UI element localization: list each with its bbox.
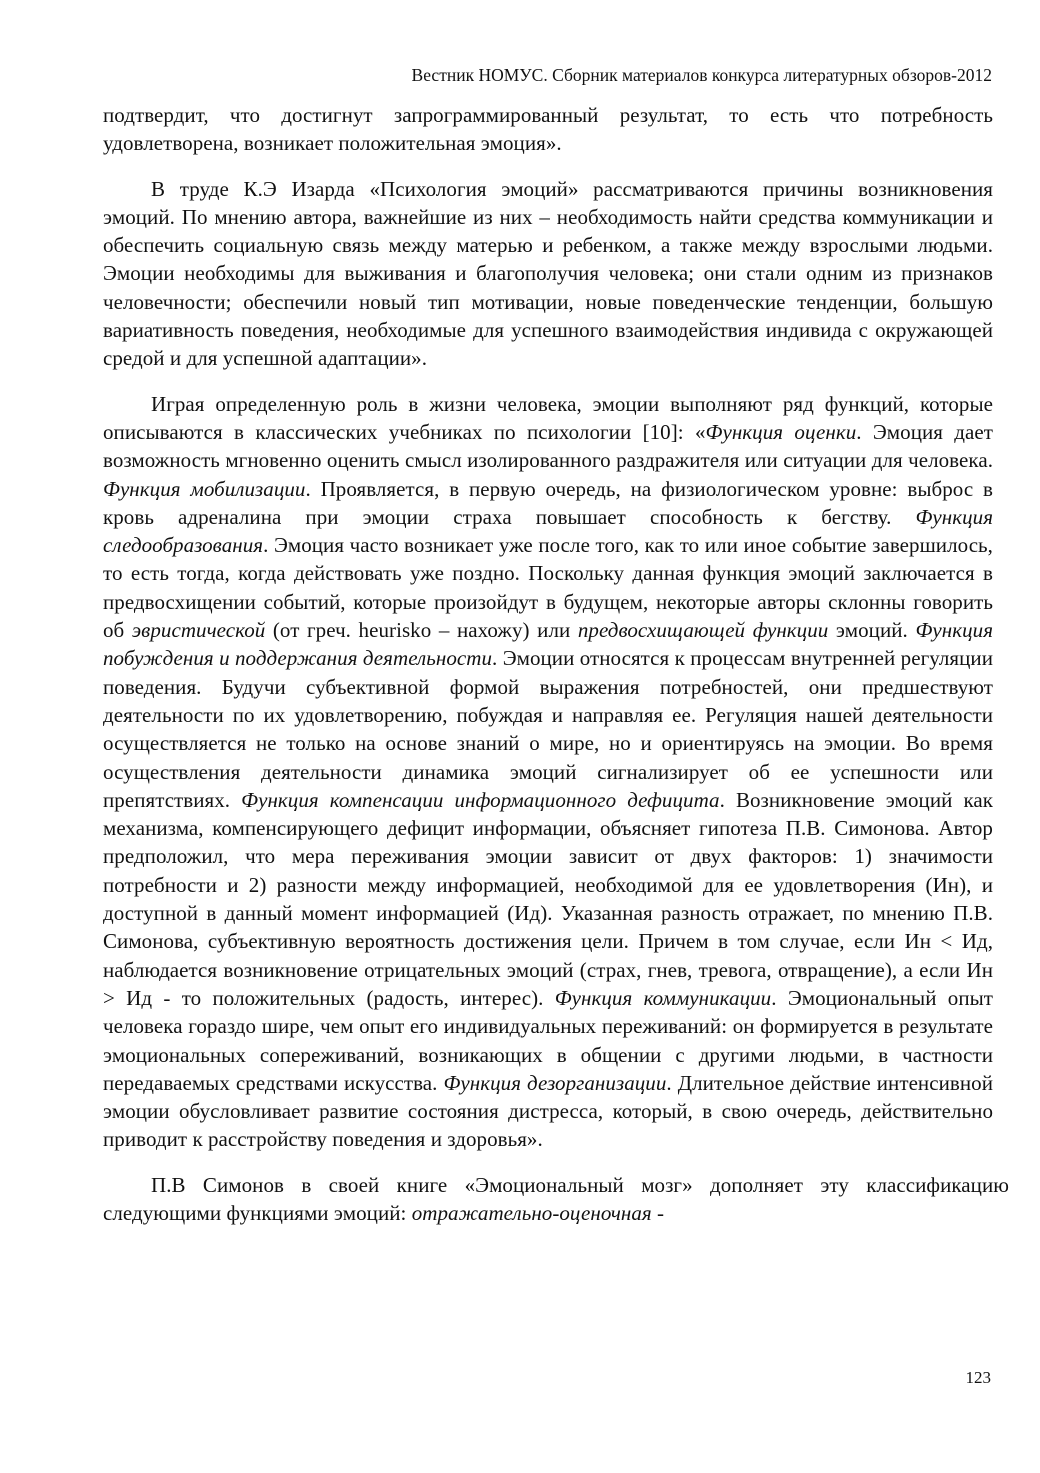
text-run: (от греч. heurisko – нахожу) или	[265, 618, 578, 643]
text-run: П.В Симонов в своей книге «Эмоциональный мозг» дополняет эту классификацию следующими функциями эмоций:	[103, 1172, 1009, 1225]
paragraph-simonov	[103, 1171, 1009, 1228]
italic-term: отражательно-оценочная	[411, 1200, 652, 1225]
running-header: Вестник НОМУС. Сборник материалов конкурса литературных обзоров-2012	[411, 65, 992, 85]
italic-term: Функция оценки	[705, 419, 857, 444]
text-run: -	[651, 1200, 665, 1225]
italic-term: Функция компенсации информационного дефицита	[241, 787, 720, 812]
text-run: эмоций.	[828, 618, 916, 643]
text-run: В труде К.Э Изарда «Психология эмоций» рассматриваются причины возникновения эмоций. По мнению автора, важнейшие из них – необходимость найти средства коммуникации и обеспечить социальную связь между матерью и ребенком, а также между взрослыми людьми. Эмоции необходимы для выживания и благополучия человека; они стали одним из признаков человечности; обеспечили новый тип мотивации, новые поведенческие тенденции, большую вариативность поведения, необходимые для успешного взаимодействия индивида с окружающей средой и для успешной адаптации».	[103, 176, 993, 371]
text-run: . Эмоциональный опыт человека гораздо шире, чем опыт его индивидуальных переживаний: он формируется в результате эмоциональных сопереживаний, возникающих в общении с другими людьми, в частности передаваемых средствами искусства.	[103, 985, 993, 1095]
italic-term: Функция дезорганизации	[443, 1070, 667, 1095]
paragraph-continuation	[103, 101, 993, 158]
text-run: подтвердит, что достигнут запрограммированный результат, то есть что потребность удовлетворена, возникает положительная эмоция».	[103, 103, 993, 156]
italic-term: эвристической	[131, 618, 266, 643]
text-run: . Возникновение эмоций как механизма, компенсирующего дефицит информации, объясняет гипотеза П.В. Симонова. Автор предположил, что мера переживания эмоции зависит от двух факторов: 1) значимости потребности и 2) разности между информацией, необходимой для ее удовлетворения (Ин), и доступной в данный момент информацией (Ид). Указанная разность отражает, по мнению П.В. Симонова, субъективную вероятность достижения цели. Причем в том случае, если Ин < Ид, наблюдается возникновение отрицательных эмоций (страх, гнев, тревога, отвращение), а если Ин > Ид - то положительных (радость, интерес).	[103, 787, 993, 1010]
italic-term: Функция коммуникации	[554, 985, 772, 1010]
text-run: . Эмоция дает возможность мгновенно оценить смысл изолированного раздражителя или ситуации для человека.	[103, 419, 994, 473]
text-run: Играя определенную роль в жизни человека, эмоции выполняют ряд функций, которые описываются в классических учебниках по психологии [10]: «	[103, 391, 993, 444]
italic-term: Функция побуждения и поддержания деятельности	[103, 618, 993, 671]
page-number: 123	[965, 1368, 991, 1387]
text-run: . Длительное действие интенсивной эмоции обусловливает развитие состояния дистресса, который, в свою очередь, действительно приводит к расстройству поведения и здоровья».	[103, 1070, 993, 1152]
italic-term: Функция следообразования	[103, 504, 993, 558]
paragraph-izard	[103, 175, 993, 373]
text-run: . Эмоции относятся к процессам внутренней регуляции поведения. Будучи субъективной формой выражения потребностей, они предшествуют деятельности по их удовлетворению, побуждая и направляя ее. Регуляция нашей деятельности осуществляется не только на основе знаний о мире, но и ориентируясь на эмоции. Во время осуществления деятельности динамика эмоций сигнализирует об ее успешности или препятствиях.	[103, 646, 993, 812]
paragraph-emotion-functions	[103, 390, 993, 1154]
italic-term: Функция мобилизации	[103, 476, 306, 501]
body-text	[103, 101, 1009, 1227]
italic-term: предвосхищающей функции	[577, 618, 829, 643]
text-run: . Эмоция часто возникает уже после того, как то или иное событие завершилось, то есть тогда, когда действовать уже поздно. Поскольку данная функция эмоций заключается в предвосхищении событий, которые произойдут в будущем, некоторые авторы склонны говорить об	[103, 533, 993, 643]
text-run: . Проявляется, в первую очередь, на физиологическом уровне: выброс в кровь адреналина при эмоции страха повышает способность к бегству.	[103, 476, 993, 529]
